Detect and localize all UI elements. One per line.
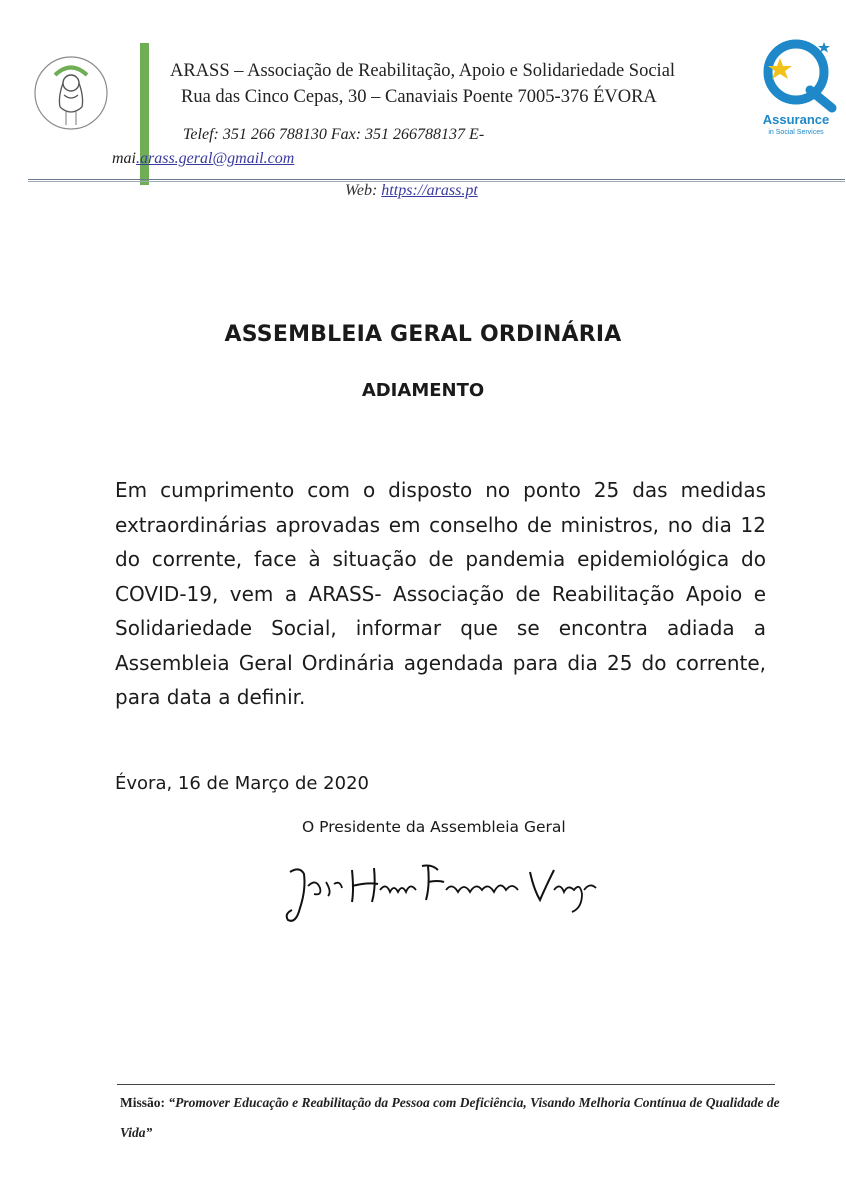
web-link[interactable]: https://arass.pt bbox=[381, 182, 478, 199]
document-title: ASSEMBLEIA GERAL ORDINÁRIA bbox=[224, 322, 622, 347]
signer-title: O Presidente da Assembleia Geral bbox=[302, 818, 566, 836]
email-link[interactable]: .arass.geral@gmail.com bbox=[136, 150, 295, 167]
footer-mission bbox=[120, 1088, 780, 1148]
org-address: Rua das Cinco Cepas, 30 – Canaviais Poente 7005-376 ÉVORA bbox=[181, 87, 657, 107]
contact-phone-fax: Telef: 351 266 788130 Fax: 351 266788137 E- bbox=[183, 126, 485, 143]
assurance-logo bbox=[752, 34, 840, 138]
header-divider bbox=[28, 179, 845, 180]
document-subtitle: ADIAMENTO bbox=[361, 380, 485, 401]
contact-email bbox=[112, 150, 294, 168]
body-paragraph: Em cumprimento com o disposto no ponto 25 das medidas extraordinárias aprovadas em conselho de ministros, no dia 12 do corrente, face à situação de pandemia epidemiológica do COVID-19, vem a ARASS- Associação de Reabilitação Apoio e Solidariedade Social, informar que se encontra adiada a Assembleia Geral Ordinária agendada para dia 25 do corrente, para data a definir. bbox=[115, 478, 766, 709]
footer-divider bbox=[117, 1084, 775, 1085]
signature bbox=[282, 860, 602, 930]
email-prefix: mai bbox=[112, 150, 136, 167]
org-name: ARASS – Associação de Reabilitação, Apoio e Solidariedade Social bbox=[170, 61, 676, 81]
assurance-logo-text: Assurance bbox=[762, 112, 830, 127]
place-date: Évora, 16 de Março de 2020 bbox=[115, 773, 369, 794]
contact-web bbox=[345, 182, 478, 200]
arass-logo bbox=[30, 45, 112, 145]
mission-text: “Promover Educação e Reabilitação da Pessoa com Deficiência, Visando Melhoria Contínua de Qualidade de Vida” bbox=[120, 1095, 780, 1140]
mission-label: Missão: bbox=[120, 1095, 165, 1110]
assurance-logo-subtext: in Social Services bbox=[768, 129, 824, 136]
web-label: Web: bbox=[345, 182, 382, 199]
